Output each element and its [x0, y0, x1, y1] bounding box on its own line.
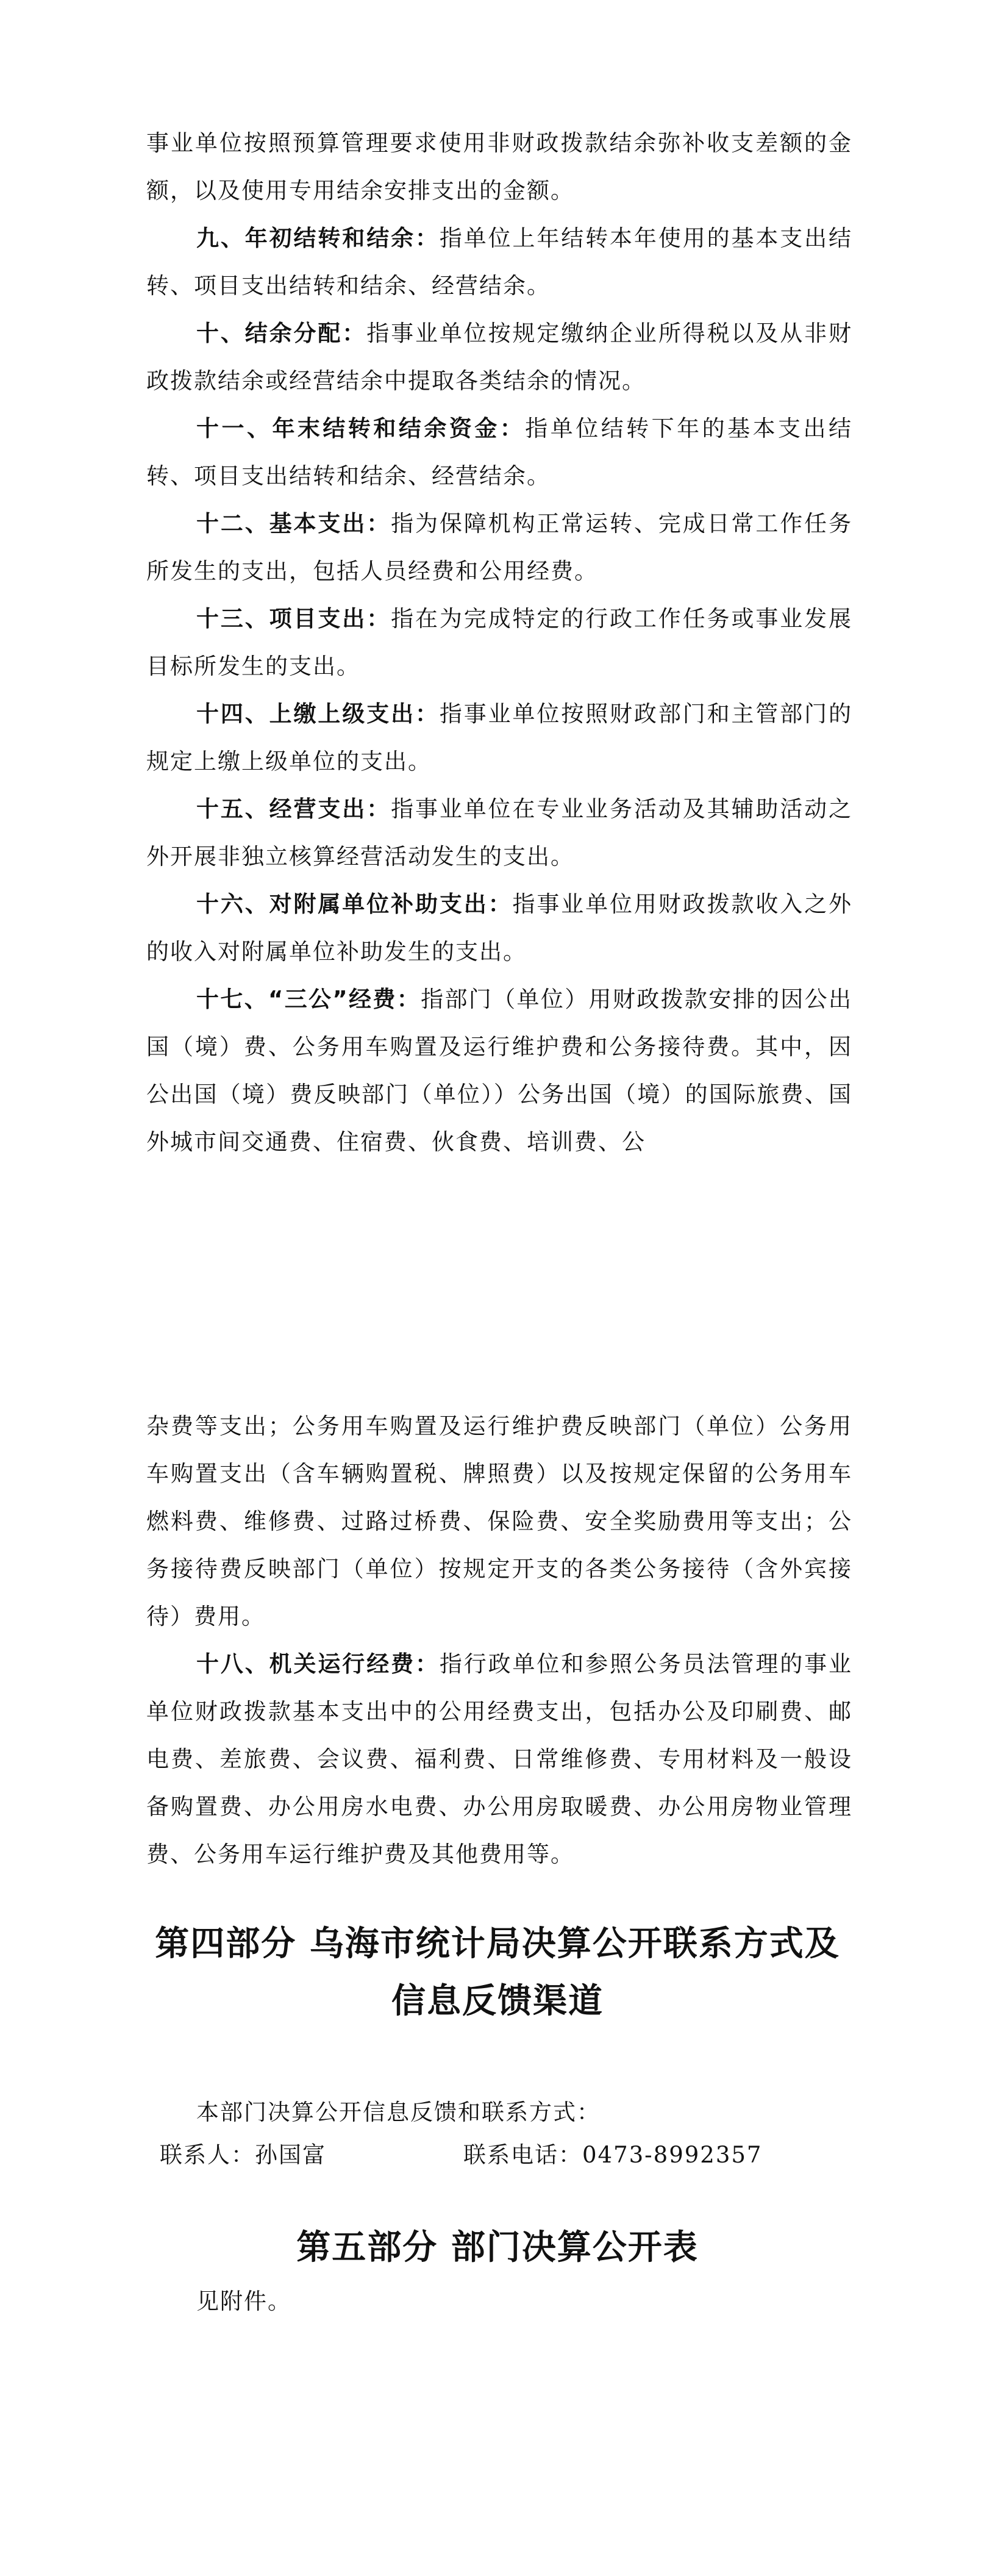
definition-term: 十四、上缴上级支出： [196, 701, 440, 727]
definition-term: 十八、机关运行经费： [196, 1651, 440, 1677]
definition-term: 十六、对附属单位补助支出： [196, 891, 513, 917]
definition-text: 指为保障机构正常运转、完成日常工作任务所发生的支出，包括人员经费和公用经费。 [146, 510, 853, 584]
definition-text: 指单位上年结转本年使用的基本支出结转、项目支出结转和结余、经营结余。 [146, 225, 853, 299]
definition-18 [146, 1640, 852, 1878]
definition-text: 指部门（单位）用财政拨款安排的因公出国（境）费、公务用车购置及运行维护费和公务接待费。其中，因公出国（境）费反映部门（单位））公务出国（境）的国际旅费、国外城市间交通费、住宿费、伙食费、培训费、公 [146, 986, 853, 1155]
definition-13 [146, 595, 852, 690]
contact-phone: 联系电话：0473-8992357 [463, 2142, 763, 2168]
definition-text: 指事业单位按照财政部门和主管部门的规定上缴上级单位的支出。 [146, 701, 853, 775]
definition-11 [146, 405, 852, 500]
definition-17 [146, 976, 852, 1166]
definition-14 [146, 690, 852, 785]
part5-title: 第五部分 部门决算公开表 [296, 2228, 699, 2267]
definition-15 [146, 785, 852, 881]
definitions-block-1 [146, 120, 852, 1166]
definition-text: 指事业单位按规定缴纳企业所得税以及从非财政拨款结余或经营结余中提取各类结余的情况。 [146, 320, 853, 394]
attachment-note: 见附件。 [196, 2288, 291, 2314]
definition-term: 十一、年末结转和结余资金： [196, 415, 526, 442]
contact-intro: 本部门决算公开信息反馈和联系方式： [196, 2099, 601, 2125]
definition-text: 指在为完成特定的行政工作任务或事业发展目标所发生的支出。 [146, 606, 853, 679]
definition-text: 指事业单位用财政拨款收入之外的收入对附属单位补助发生的支出。 [146, 891, 852, 965]
definition-text: 指行政单位和参照公务员法管理的事业单位财政拨款基本支出中的公用经费支出，包括办公及印刷费、邮电费、差旅费、会议费、福利费、日常维修费、专用材料及一般设备购置费、办公用房水电费、办公用房取暖费、办公用房物业管理费、公务用车运行维护费及其他费用等。 [146, 1651, 853, 1867]
definition-text: 指事业单位在专业业务活动及其辅助活动之外开展非独立核算经营活动发生的支出。 [146, 796, 853, 870]
contact-person: 联系人：孙国富 [160, 2142, 326, 2168]
definition-10 [146, 310, 852, 405]
definition-12 [146, 500, 852, 595]
part4-title-line2: 信息反馈渠道 [391, 1981, 604, 2021]
definition-term: 十五、经营支出： [196, 796, 391, 822]
definition-9 [146, 215, 852, 310]
paragraph-carryover: 事业单位按照预算管理要求使用非财政拨款结余弥补收支差额的金额，以及使用专用结余安排支出的金额。 [146, 130, 852, 204]
definition-term: 九、年初结转和结余： [196, 225, 440, 251]
definition-term: 十七、“三公”经费： [196, 986, 421, 1012]
paragraph-carryover-2: 杂费等支出；公务用车购置及运行维护费反映部门（单位）公务用车购置支出（含车辆购置税、牌照费）以及按规定保留的公务用车燃料费、维修费、过路过桥费、保险费、安全奖励费用等支出；公务接待费反映部门（单位）按规定开支的各类公务接待（含外宾接待）费用。 [146, 1413, 852, 1630]
definition-term: 十三、项目支出： [196, 606, 391, 632]
definition-text: 指单位结转下年的基本支出结转、项目支出结转和结余、经营结余。 [146, 415, 853, 489]
definition-term: 十、结余分配： [196, 320, 367, 346]
definition-term: 十二、基本支出： [196, 510, 391, 537]
definition-16 [146, 881, 852, 976]
definitions-block-2 [146, 1403, 852, 1878]
part4-title-line1: 第四部分 乌海市统计局决算公开联系方式及 [155, 1924, 840, 1964]
